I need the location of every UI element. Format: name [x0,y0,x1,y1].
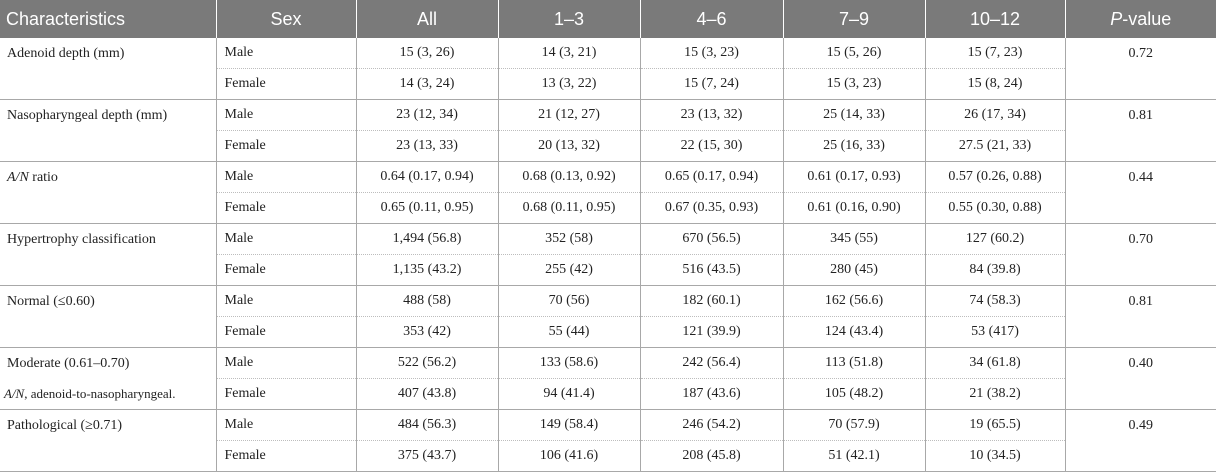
cell-age-1-3: 149 (58.4) [498,410,640,441]
cell-all: 522 (56.2) [356,348,498,379]
cell-all: 353 (42) [356,317,498,348]
cell-age-7-9: 0.61 (0.16, 0.90) [783,193,925,224]
cell-age-7-9: 113 (51.8) [783,348,925,379]
sex-cell: Female [216,255,356,286]
cell-age-7-9: 280 (45) [783,255,925,286]
cell-all: 375 (43.7) [356,441,498,472]
cell-age-1-3: 21 (12, 27) [498,100,640,131]
p-value-cell: 0.40 [1065,348,1216,410]
table-row [0,286,1216,317]
row-label: Normal (≤0.60) [0,286,216,348]
table-row [0,100,1216,131]
cell-all: 0.64 (0.17, 0.94) [356,162,498,193]
row-label: Adenoid depth (mm) [0,38,216,100]
cell-age-1-3: 55 (44) [498,317,640,348]
cell-age-4-6: 208 (45.8) [640,441,783,472]
cell-age-10-12: 21 (38.2) [925,379,1065,410]
cell-age-4-6: 182 (60.1) [640,286,783,317]
header-p-letter: P [1110,8,1123,29]
cell-age-1-3: 255 (42) [498,255,640,286]
cell-age-7-9: 105 (48.2) [783,379,925,410]
cell-age-1-3: 14 (3, 21) [498,38,640,69]
cell-age-7-9: 15 (5, 26) [783,38,925,69]
sex-cell: Male [216,38,356,69]
row-label: Nasopharyngeal depth (mm) [0,100,216,162]
cell-age-4-6: 242 (56.4) [640,348,783,379]
cell-all: 488 (58) [356,286,498,317]
sex-cell: Male [216,348,356,379]
p-value-cell: 0.70 [1065,224,1216,286]
cell-age-7-9: 162 (56.6) [783,286,925,317]
p-value-cell: 0.44 [1065,162,1216,224]
cell-age-10-12: 15 (7, 23) [925,38,1065,69]
cell-age-7-9: 25 (14, 33) [783,100,925,131]
cell-age-4-6: 0.65 (0.17, 0.94) [640,162,783,193]
cell-age-10-12: 0.57 (0.26, 0.88) [925,162,1065,193]
table-footnote [4,386,176,402]
row-label-rest: ratio [28,170,58,185]
sex-cell: Female [216,131,356,162]
cell-all: 407 (43.8) [356,379,498,410]
header-sex: Sex [216,0,356,38]
cell-all: 23 (12, 34) [356,100,498,131]
sex-cell: Female [216,69,356,100]
cell-age-4-6: 22 (15, 30) [640,131,783,162]
p-value-cell: 0.81 [1065,100,1216,162]
table-row [0,224,1216,255]
cell-age-10-12: 53 (417) [925,317,1065,348]
cell-all: 0.65 (0.11, 0.95) [356,193,498,224]
footnote-text: , adenoid-to-nasopharyngeal. [24,386,176,401]
cell-age-10-12: 84 (39.8) [925,255,1065,286]
header-row [0,0,1216,38]
header-all: All [356,0,498,38]
cell-age-1-3: 13 (3, 22) [498,69,640,100]
cell-age-1-3: 20 (13, 32) [498,131,640,162]
cell-age-4-6: 516 (43.5) [640,255,783,286]
cell-age-10-12: 74 (58.3) [925,286,1065,317]
sex-cell: Male [216,162,356,193]
header-characteristics: Characteristics [0,0,216,38]
cell-age-10-12: 0.55 (0.30, 0.88) [925,193,1065,224]
cell-age-4-6: 121 (39.9) [640,317,783,348]
sex-cell: Male [216,410,356,441]
cell-all: 14 (3, 24) [356,69,498,100]
cell-age-7-9: 345 (55) [783,224,925,255]
cell-age-7-9: 0.61 (0.17, 0.93) [783,162,925,193]
row-label: Hypertrophy classification [0,224,216,286]
p-value-cell: 0.49 [1065,410,1216,472]
row-label-italic: A/N [7,170,29,185]
cell-age-10-12: 10 (34.5) [925,441,1065,472]
cell-age-1-3: 94 (41.4) [498,379,640,410]
cell-age-1-3: 133 (58.6) [498,348,640,379]
header-age-7-9: 7–9 [783,0,925,38]
cell-all: 1,494 (56.8) [356,224,498,255]
cell-age-1-3: 106 (41.6) [498,441,640,472]
cell-age-10-12: 15 (8, 24) [925,69,1065,100]
cell-age-7-9: 124 (43.4) [783,317,925,348]
cell-age-4-6: 23 (13, 32) [640,100,783,131]
cell-age-1-3: 0.68 (0.13, 0.92) [498,162,640,193]
cell-age-4-6: 670 (56.5) [640,224,783,255]
cell-age-10-12: 127 (60.2) [925,224,1065,255]
sex-cell: Male [216,286,356,317]
cell-all: 23 (13, 33) [356,131,498,162]
header-p-value [1065,0,1216,38]
cell-all: 15 (3, 26) [356,38,498,69]
p-value-cell: 0.72 [1065,38,1216,100]
footnote-abbr: A/N [4,386,25,401]
header-age-10-12: 10–12 [925,0,1065,38]
cell-age-1-3: 70 (56) [498,286,640,317]
cell-all: 1,135 (43.2) [356,255,498,286]
cell-age-4-6: 187 (43.6) [640,379,783,410]
row-label: Pathological (≥0.71) [0,410,216,472]
sex-cell: Female [216,193,356,224]
sex-cell: Female [216,379,356,410]
cell-age-4-6: 15 (7, 24) [640,69,783,100]
table-row [0,410,1216,441]
cell-all: 484 (56.3) [356,410,498,441]
row-label [0,162,216,224]
cell-age-1-3: 352 (58) [498,224,640,255]
header-age-4-6: 4–6 [640,0,783,38]
sex-cell: Male [216,100,356,131]
cell-age-7-9: 51 (42.1) [783,441,925,472]
cell-age-10-12: 34 (61.8) [925,348,1065,379]
cell-age-7-9: 25 (16, 33) [783,131,925,162]
cell-age-1-3: 0.68 (0.11, 0.95) [498,193,640,224]
cell-age-10-12: 27.5 (21, 33) [925,131,1065,162]
table-row [0,162,1216,193]
table-row [0,38,1216,69]
header-p-suffix: -value [1122,8,1172,29]
cell-age-10-12: 19 (65.5) [925,410,1065,441]
cell-age-7-9: 70 (57.9) [783,410,925,441]
sex-cell: Female [216,441,356,472]
p-value-cell: 0.81 [1065,286,1216,348]
cell-age-4-6: 246 (54.2) [640,410,783,441]
cell-age-10-12: 26 (17, 34) [925,100,1065,131]
cell-age-4-6: 15 (3, 23) [640,38,783,69]
header-age-1-3: 1–3 [498,0,640,38]
cell-age-7-9: 15 (3, 23) [783,69,925,100]
table-row [0,348,1216,379]
cell-age-4-6: 0.67 (0.35, 0.93) [640,193,783,224]
sex-cell: Female [216,317,356,348]
row-label: Moderate (0.61–0.70) [0,348,216,410]
sex-cell: Male [216,224,356,255]
